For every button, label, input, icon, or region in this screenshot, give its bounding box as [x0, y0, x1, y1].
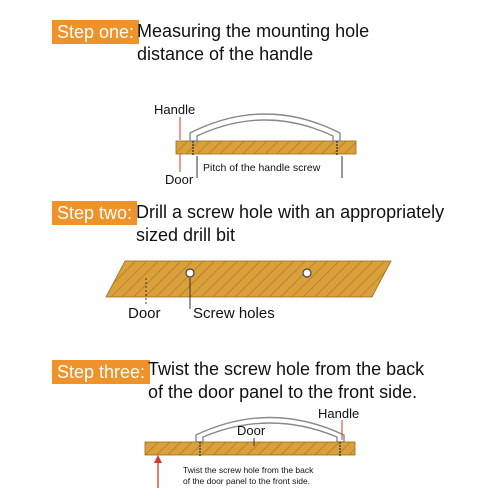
step-one-line-2: distance of the handle	[137, 44, 314, 64]
screw-hole-left	[186, 269, 194, 277]
step-two-badge: Step two:	[52, 201, 137, 225]
screw-hole-right	[303, 269, 311, 277]
door-panel	[145, 442, 355, 455]
step-two-illustration	[106, 261, 391, 322]
step-one-illustration	[154, 102, 356, 187]
step-two-line-2: sized drill bit	[136, 225, 236, 245]
door-label: Door	[165, 172, 194, 187]
step-one-line-1: Measuring the mounting hole	[137, 21, 370, 41]
handle-shape	[196, 418, 344, 443]
door-label: Door	[128, 305, 161, 322]
door-board	[106, 261, 391, 297]
step-two-line-1: Drill a screw hole with an appropriately	[136, 202, 445, 222]
step-three-line-1: Twist the screw hole from the back	[148, 359, 425, 379]
step-three-badge: Step three:	[52, 360, 150, 384]
twist-note-line-2: of the door panel to the front side.	[183, 476, 311, 486]
screw-holes-label: Screw holes	[193, 305, 275, 322]
step-three-line-2: of the door panel to the front side.	[148, 382, 418, 402]
step-one-badge: Step one:	[52, 20, 139, 44]
twist-arrow-head	[154, 455, 162, 463]
pitch-label: Pitch of the handle screw	[203, 162, 321, 174]
twist-note-line-1: Twist the screw hole from the back	[183, 465, 314, 475]
handle-label: Handle	[318, 406, 360, 421]
door-label: Door	[237, 423, 266, 438]
handle-label: Handle	[154, 102, 196, 117]
step-three-illustration	[145, 406, 359, 488]
door-panel	[176, 141, 356, 154]
handle-shape	[190, 114, 340, 141]
